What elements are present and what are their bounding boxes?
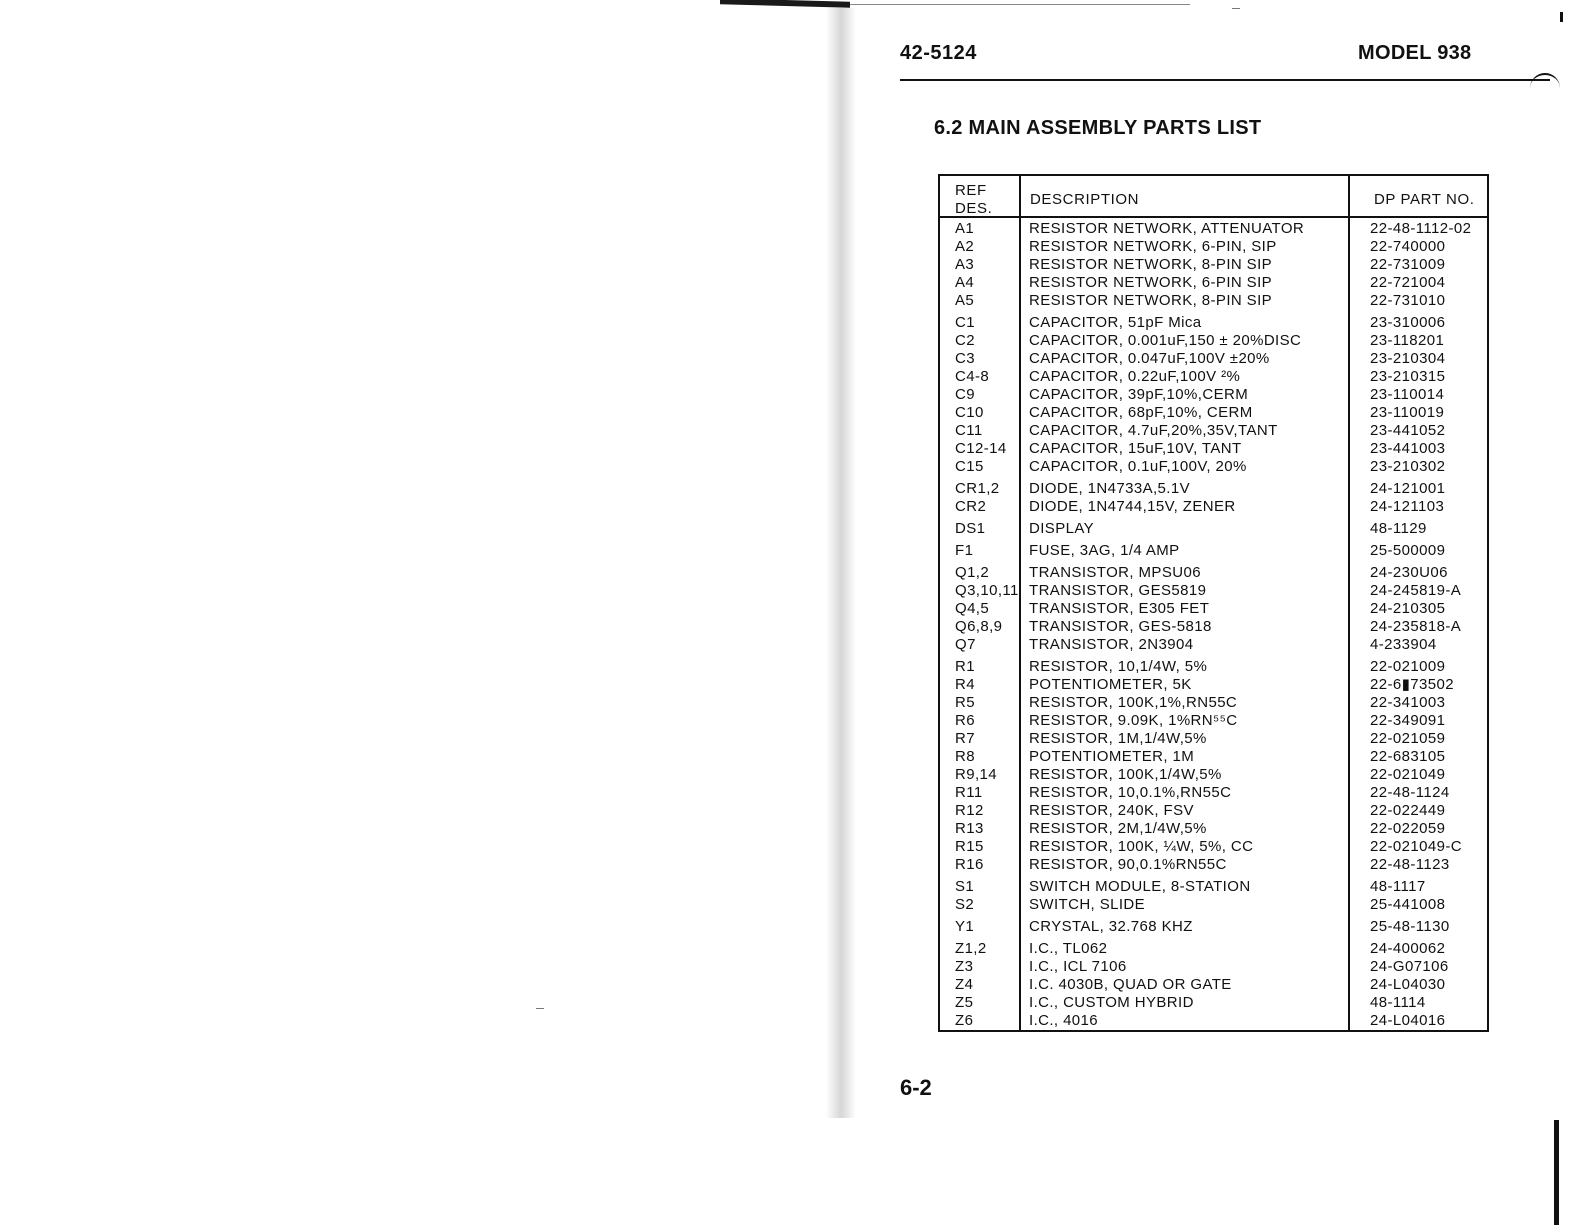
- header-rule-curl: [1530, 73, 1560, 89]
- page-number: 6-2: [900, 1075, 932, 1100]
- description-cell: RESISTOR, 2M,1/4W,5%: [1029, 820, 1207, 837]
- column-header-ref-line2: DES.: [955, 200, 993, 217]
- ref-cell: Y1: [955, 918, 975, 935]
- table-row: [940, 422, 1487, 440]
- part-number-cell: 24-245819-A: [1370, 582, 1462, 599]
- ref-cell: R12: [955, 802, 984, 819]
- table-row: [940, 440, 1487, 458]
- ref-cell: F1: [955, 542, 974, 559]
- description-cell: RESISTOR, 100K,1%,RN55C: [1029, 694, 1238, 711]
- scan-speck: [1232, 8, 1240, 9]
- part-number-cell: 22-6▮73502: [1370, 676, 1454, 693]
- ref-cell: Q1,2: [955, 564, 990, 581]
- description-cell: TRANSISTOR, GES5819: [1029, 582, 1207, 599]
- description-cell: CAPACITOR, 0.1uF,100V, 20%: [1029, 458, 1247, 475]
- table-row: [940, 292, 1487, 310]
- ref-cell: Q3,10,11: [955, 582, 1019, 599]
- ref-cell: Z5: [955, 994, 974, 1011]
- part-number-cell: 25-441008: [1370, 896, 1446, 913]
- ref-cell: S2: [955, 896, 975, 913]
- description-cell: RESISTOR, 9.09K, 1%RN⁵⁵C: [1029, 712, 1238, 729]
- ref-cell: CR2: [955, 498, 987, 515]
- ref-cell: Z6: [955, 1012, 974, 1029]
- ref-cell: R15: [955, 838, 984, 855]
- ref-cell: C9: [955, 386, 975, 403]
- part-number-cell: 22-349091: [1370, 712, 1446, 729]
- description-cell: CAPACITOR, 39pF,10%,CERM: [1029, 386, 1249, 403]
- description-cell: CAPACITOR, 4.7uF,20%,35V,TANT: [1029, 422, 1278, 439]
- table-row: [940, 694, 1487, 712]
- part-number-cell: 22-721004: [1370, 274, 1446, 291]
- ref-cell: R7: [955, 730, 975, 747]
- part-number-cell: 22-683105: [1370, 748, 1446, 765]
- ref-cell: A4: [955, 274, 975, 291]
- part-number-cell: 23-110014: [1370, 386, 1445, 403]
- table-row: [940, 582, 1487, 600]
- scan-top-line: [850, 4, 1190, 5]
- table-row: [940, 480, 1487, 498]
- description-cell: CAPACITOR, 0.047uF,100V ±20%: [1029, 350, 1270, 367]
- part-number-cell: 48-1117: [1370, 878, 1426, 895]
- part-number-cell: 48-1129: [1370, 520, 1427, 537]
- description-cell: TRANSISTOR, E305 FET: [1029, 600, 1210, 617]
- part-number-cell: 23-118201: [1370, 332, 1445, 349]
- ref-cell: C10: [955, 404, 984, 421]
- parts-table: [938, 174, 1489, 1032]
- part-number-cell: 24-210305: [1370, 600, 1446, 617]
- part-number-cell: 22-021049: [1370, 766, 1446, 783]
- table-row: [940, 618, 1487, 636]
- column-header-ref-line1: REF: [955, 182, 987, 199]
- table-row: [940, 368, 1487, 386]
- table-row: [940, 350, 1487, 368]
- table-row: [940, 820, 1487, 838]
- ref-cell: R5: [955, 694, 975, 711]
- description-cell: DISPLAY: [1029, 520, 1095, 537]
- table-row: [940, 856, 1487, 874]
- table-row: [940, 220, 1487, 238]
- ref-cell: R6: [955, 712, 975, 729]
- ref-cell: R4: [955, 676, 975, 693]
- part-number-cell: 23-441052: [1370, 422, 1446, 439]
- table-row: [940, 940, 1487, 958]
- ref-cell: R16: [955, 856, 984, 873]
- table-row: [940, 600, 1487, 618]
- ref-cell: Q7: [955, 636, 976, 653]
- part-number-cell: 22-731009: [1370, 256, 1446, 273]
- ref-cell: Z4: [955, 976, 974, 993]
- description-cell: POTENTIOMETER, 1M: [1029, 748, 1195, 765]
- part-number-cell: 22-341003: [1370, 694, 1446, 711]
- part-number-cell: 22-022449: [1370, 802, 1446, 819]
- description-cell: SWITCH, SLIDE: [1029, 896, 1146, 913]
- header-rule: [900, 79, 1550, 81]
- description-cell: DIODE, 1N4744,15V, ZENER: [1029, 498, 1236, 515]
- table-row: [940, 658, 1487, 676]
- part-number-cell: 23-210315: [1370, 368, 1446, 385]
- description-cell: RESISTOR, 10,0.1%,RN55C: [1029, 784, 1232, 801]
- part-number-cell: 22-731010: [1370, 292, 1446, 309]
- table-row: [940, 1012, 1487, 1030]
- table-row: [940, 976, 1487, 994]
- description-cell: TRANSISTOR, GES-5818: [1029, 618, 1212, 635]
- part-number-cell: 22-48-1124: [1370, 784, 1450, 801]
- description-cell: SWITCH MODULE, 8-STATION: [1029, 878, 1251, 895]
- description-cell: RESISTOR, 1M,1/4W,5%: [1029, 730, 1207, 747]
- part-number-cell: 22-021059: [1370, 730, 1446, 747]
- description-cell: CAPACITOR, 51pF Mica: [1029, 314, 1202, 331]
- scan-speck: [536, 1008, 544, 1009]
- table-row: [940, 712, 1487, 730]
- table-row: [940, 542, 1487, 560]
- part-number-cell: 25-48-1130: [1370, 918, 1450, 935]
- table-row: [940, 676, 1487, 694]
- ref-cell: R11: [955, 784, 983, 801]
- table-row: [940, 994, 1487, 1012]
- scan-right-edge: [1554, 1120, 1559, 1225]
- part-number-cell: 4-233904: [1370, 636, 1437, 653]
- table-row: [940, 404, 1487, 422]
- ref-cell: R1: [955, 658, 975, 675]
- ref-cell: C12-14: [955, 440, 1007, 457]
- table-row: [940, 636, 1487, 654]
- description-cell: CRYSTAL, 32.768 KHZ: [1029, 918, 1193, 935]
- ref-cell: C2: [955, 332, 975, 349]
- ref-cell: C15: [955, 458, 984, 475]
- scan-right-tick: [1560, 12, 1563, 22]
- ref-cell: DS1: [955, 520, 986, 537]
- ref-cell: R8: [955, 748, 975, 765]
- description-cell: RESISTOR, 100K, ¼W, 5%, CC: [1029, 838, 1254, 855]
- part-number-cell: 23-210304: [1370, 350, 1446, 367]
- book-spine-shadow: [826, 8, 856, 1118]
- column-header-part-number: DP PART NO.: [1374, 191, 1475, 208]
- part-number-cell: 48-1114: [1370, 994, 1426, 1011]
- description-cell: RESISTOR, 240K, FSV: [1029, 802, 1194, 819]
- table-row: [940, 386, 1487, 404]
- table-row: [940, 748, 1487, 766]
- table-row: [940, 802, 1487, 820]
- ref-cell: Z1,2: [955, 940, 987, 957]
- table-row: [940, 238, 1487, 256]
- part-number-cell: 25-500009: [1370, 542, 1446, 559]
- description-cell: I.C., 4016: [1029, 1012, 1099, 1029]
- table-row: [940, 458, 1487, 476]
- part-number-cell: 24-235818-A: [1370, 618, 1462, 635]
- table-row: [940, 274, 1487, 292]
- part-number-cell: 24-121001: [1370, 480, 1446, 497]
- description-cell: I.C., ICL 7106: [1029, 958, 1127, 975]
- description-cell: POTENTIOMETER, 5K: [1029, 676, 1192, 693]
- table-row: [940, 784, 1487, 802]
- document-number: 42-5124: [900, 42, 977, 64]
- description-cell: TRANSISTOR, MPSU06: [1029, 564, 1201, 581]
- table-row: [940, 256, 1487, 274]
- part-number-cell: 24-L04030: [1370, 976, 1446, 993]
- description-cell: CAPACITOR, 0.001uF,150 ± 20%DISC: [1029, 332, 1302, 349]
- description-cell: I.C. 4030B, QUAD OR GATE: [1029, 976, 1232, 993]
- description-cell: RESISTOR NETWORK, 6-PIN, SIP: [1029, 238, 1277, 255]
- table-row: [940, 918, 1487, 936]
- ref-cell: Q6,8,9: [955, 618, 1003, 635]
- scan-top-edge: [720, 0, 850, 8]
- table-row: [940, 314, 1487, 332]
- part-number-cell: 22-48-1112-02: [1370, 220, 1472, 237]
- ref-cell: C1: [955, 314, 975, 331]
- part-number-cell: 24-G07106: [1370, 958, 1449, 975]
- part-number-cell: 22-022059: [1370, 820, 1446, 837]
- table-row: [940, 878, 1487, 896]
- part-number-cell: 24-121103: [1370, 498, 1445, 515]
- table-row: [940, 766, 1487, 784]
- part-number-cell: 22-021049-C: [1370, 838, 1462, 855]
- table-row: [940, 564, 1487, 582]
- ref-cell: CR1,2: [955, 480, 1000, 497]
- header-divider: [940, 216, 1487, 218]
- column-header-description: DESCRIPTION: [1030, 191, 1140, 208]
- description-cell: RESISTOR, 100K,1/4W,5%: [1029, 766, 1222, 783]
- description-cell: DIODE, 1N4733A,5.1V: [1029, 480, 1191, 497]
- ref-cell: Q4,5: [955, 600, 990, 617]
- part-number-cell: 24-L04016: [1370, 1012, 1446, 1029]
- column-header-ref-des: [955, 182, 1003, 218]
- description-cell: FUSE, 3AG, 1/4 AMP: [1029, 542, 1180, 559]
- description-cell: CAPACITOR, 68pF,10%, CERM: [1029, 404, 1253, 421]
- table-row: [940, 498, 1487, 516]
- part-number-cell: 23-210302: [1370, 458, 1446, 475]
- description-cell: CAPACITOR, 15uF,10V, TANT: [1029, 440, 1242, 457]
- ref-cell: A2: [955, 238, 975, 255]
- description-cell: I.C., CUSTOM HYBRID: [1029, 994, 1194, 1011]
- part-number-cell: 22-740000: [1370, 238, 1446, 255]
- table-row: [940, 896, 1487, 914]
- description-cell: I.C., TL062: [1029, 940, 1108, 957]
- description-cell: RESISTOR, 90,0.1%RN55C: [1029, 856, 1227, 873]
- description-cell: RESISTOR NETWORK, ATTENUATOR: [1029, 220, 1305, 237]
- description-cell: RESISTOR, 10,1/4W, 5%: [1029, 658, 1208, 675]
- description-cell: CAPACITOR, 0.22uF,100V ²%: [1029, 368, 1241, 385]
- table-row: [940, 332, 1487, 350]
- description-cell: RESISTOR NETWORK, 8-PIN SIP: [1029, 256, 1273, 273]
- part-number-cell: 23-310006: [1370, 314, 1446, 331]
- ref-cell: C4-8: [955, 368, 990, 385]
- part-number-cell: 22-021009: [1370, 658, 1446, 675]
- description-cell: RESISTOR NETWORK, 6-PIN SIP: [1029, 274, 1273, 291]
- table-row: [940, 838, 1487, 856]
- ref-cell: S1: [955, 878, 975, 895]
- part-number-cell: 24-400062: [1370, 940, 1446, 957]
- section-title: 6.2 MAIN ASSEMBLY PARTS LIST: [934, 117, 1262, 139]
- ref-cell: R9,14: [955, 766, 998, 783]
- ref-cell: C11: [955, 422, 983, 439]
- part-number-cell: 22-48-1123: [1370, 856, 1450, 873]
- description-cell: TRANSISTOR, 2N3904: [1029, 636, 1194, 653]
- ref-cell: A3: [955, 256, 975, 273]
- ref-cell: C3: [955, 350, 975, 367]
- ref-cell: R13: [955, 820, 984, 837]
- model-label: MODEL 938: [1358, 42, 1472, 64]
- ref-cell: Z3: [955, 958, 974, 975]
- table-row: [940, 730, 1487, 748]
- ref-cell: A5: [955, 292, 975, 309]
- table-row: [940, 520, 1487, 538]
- description-cell: RESISTOR NETWORK, 8-PIN SIP: [1029, 292, 1273, 309]
- part-number-cell: 24-230U06: [1370, 564, 1448, 581]
- part-number-cell: 23-110019: [1370, 404, 1445, 421]
- ref-cell: A1: [955, 220, 975, 237]
- table-row: [940, 958, 1487, 976]
- part-number-cell: 23-441003: [1370, 440, 1446, 457]
